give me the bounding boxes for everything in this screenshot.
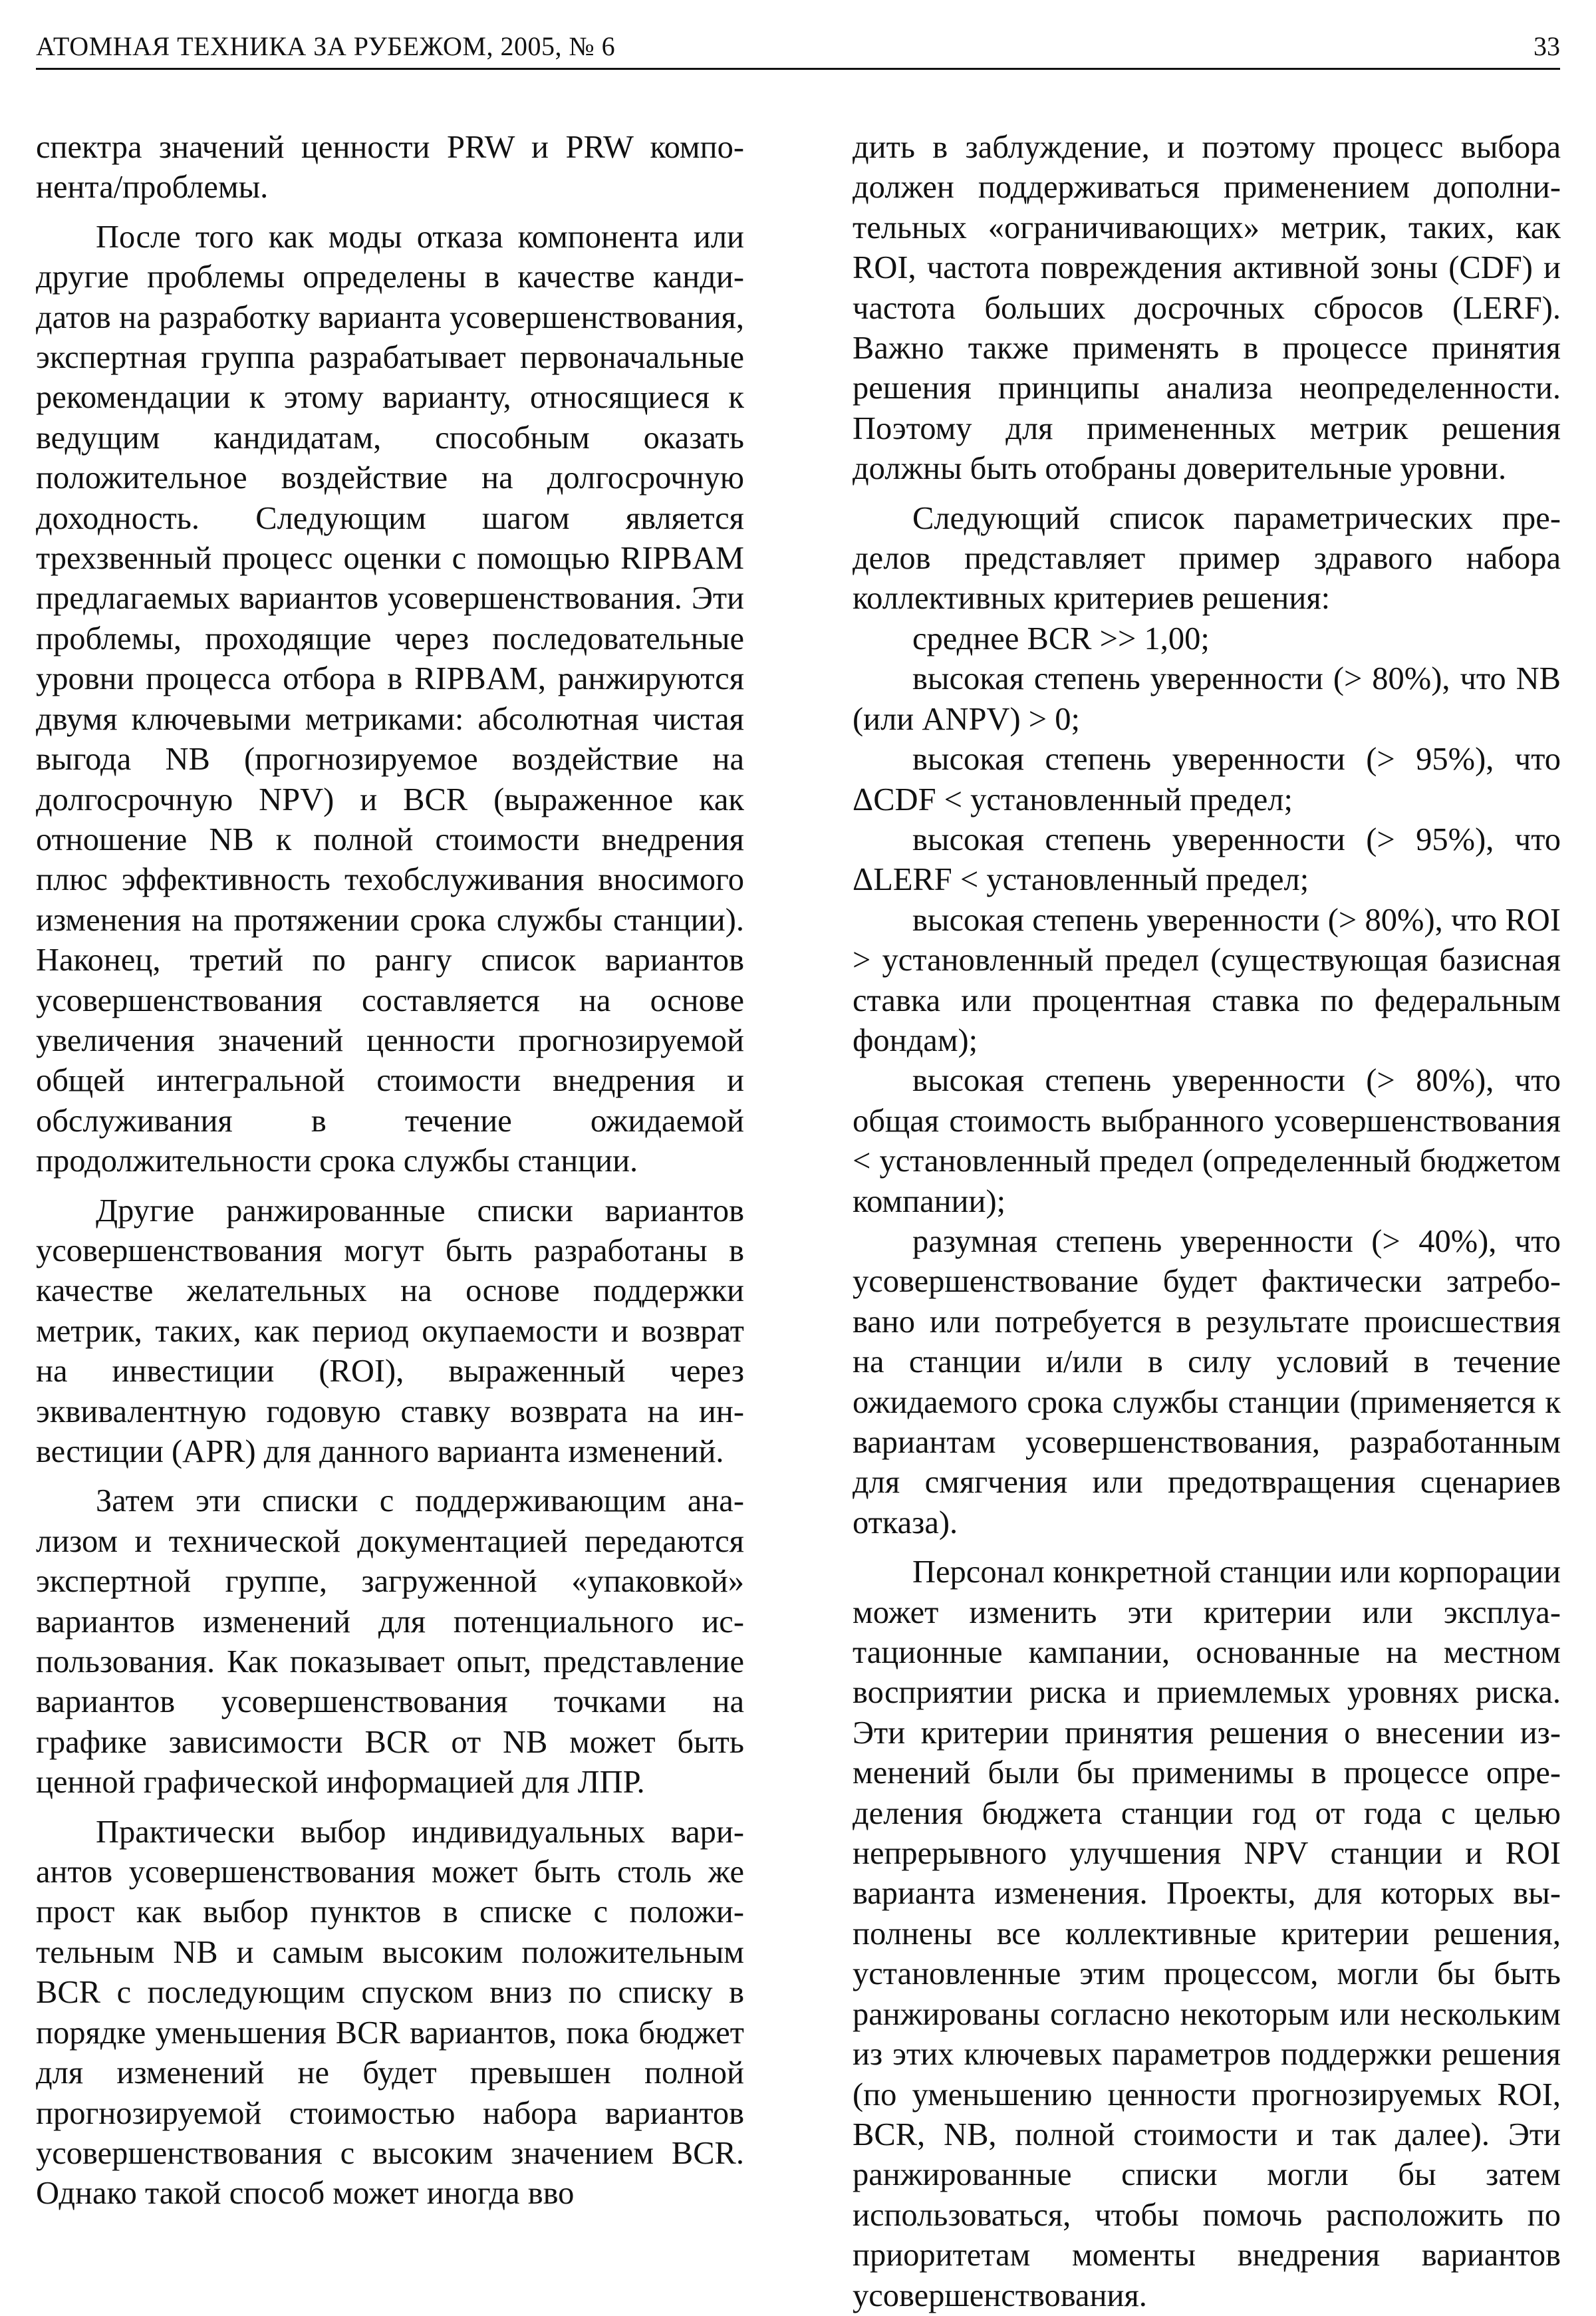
running-header bbox=[36, 24, 1560, 70]
criterion-item: высокая степень уверенности (> 80%), что NB (или ANPV) > 0; bbox=[853, 661, 1561, 737]
paragraph: Персонал конкретной станции или корпорации может изменить эти критерии или эксплуатационные кампании, основанные на местном восприятии риска и приемлемых уровнях риска. Эти критерии принятия решения о внесении изменений были бы применимы в процессе определения бюджета станции год от года с целью непрерывного улучшения NPV станции и ROI варианта изменения. Проекты, для которых выполнены все коллективные критерии решения, установленные этим процессом, могли бы быть ранжированы согласно некоторым или нескольким из этих ключевых параметров поддержки решения (по уменьшению ценности прогнозируемых ROI, BCR, NB, полной стоимости и так далее). Эти ранжированные списки могли бы затем использоваться, чтобы помочь расположить по приоритетам моменты внедрения вариантов усовершенствования. bbox=[853, 1554, 1561, 2313]
criterion-item: высокая степень уверенности (> 95%), что ΔLERF < установленный предел; bbox=[853, 821, 1561, 898]
criterion-item: высокая степень уверенности (> 80%), что ROI > установленный предел (существующая базисная ставка или процентная ставка по федеральным фондам); bbox=[853, 902, 1561, 1058]
right-column bbox=[853, 128, 1561, 2316]
criterion-item: высокая степень уверенности (> 95%), что ΔCDF < установленный предел; bbox=[853, 742, 1561, 817]
criterion-item: высокая степень уверенности (> 80%), что общая стоимость выбранного усовершенствования < установленный предел (определенный бюджетом компании); bbox=[853, 1063, 1561, 1219]
paragraph: После того как моды отказа компонента или другие проблемы определены в качестве кандидатов на разработку варианта усовершенствования, экспертная группа разрабатывает первоначальные рекомендации к этому варианту, относящиеся к ведущим кандидатам, способным оказать положительное воздействие на долгосрочную доходность. Следующим шагом является трехзвенный процесс оценки с помощью RIPBAM предлагаемых вариантов усовершенствования. Эти проблемы, проходящие через последовательные уровни процесса отбора в RIPBAM, ранжируются двумя ключевыми метриками: абсолютная чистая выгода NB (прогнозируемое воздействие на долгосрочную NPV) и BCR (выраженное как отношение NB к полной стоимости внедрения плюс эффективность техобслуживания вносимого изменения на протяжении срока службы станции). Наконец, третий по рангу список вариантов усовершенствования составляется на основе увеличения значений ценности прогнозируемой общей интегральной стоимости внедрения и обслуживания в течение ожидаемой продолжительности срока службы станции. bbox=[36, 219, 744, 1179]
journal-title: АТОМНАЯ ТЕХНИКА ЗА РУБЕЖОМ, 2005, № 6 bbox=[36, 31, 616, 61]
paragraph: Следующий список параметрических пределов представляет пример здравого набора коллективных критериев решения: bbox=[853, 500, 1561, 617]
criterion-item: среднее BCR >> 1,00; bbox=[912, 621, 1210, 656]
page-number: 33 bbox=[1533, 31, 1560, 61]
paragraph: Затем эти списки с поддерживающим анализом и технической документацией передаются экспертной группе, загруженной «упаковкой» вариантов изменений для потенциального использования. Как показывает опыт, представление вариантов усовершенствования точками на графике зависимости BCR от NB может быть ценной графической информацией для ЛПР. bbox=[36, 1483, 744, 1801]
paragraph: Другие ранжированные списки вариантов усовершенствования могут быть разработаны в качестве желательных на основе поддержки метрик, таких, как период окупаемости и возврат на инвестиции (ROI), выраженный через эквивалентную годовую ставку возврата на инвестиции (APR) для данного варианта изменений. bbox=[36, 1193, 744, 1469]
criterion-item: разумная степень уверенности (> 40%), что усовершенствование будет фактически затребовано или потребуется в результате происшествия на станции и/или в силу условий в течение ожидаемого срока службы станции (применяется к вариантам усовершенствования, разработанным для смягчения или предотвращения сценариев отказа). bbox=[853, 1223, 1561, 1540]
paragraph: спектра значений ценности PRW и PRW компонента/проблемы. bbox=[36, 130, 744, 206]
paragraph: Практически выбор индивидуальных вариантов усовершенствования может быть столь же прост как выбор пунктов в списке с положительным NB и самым высоким положительным BCR с последующим спуском вниз по списку в порядке уменьшения BCR вариантов, пока бюджет для изменений не будет превышен полной прогнозируемой стоимостью набора вариантов усовершенствования с высоким значением BCR. Однако такой способ может иногда вво bbox=[36, 1814, 744, 2212]
left-column bbox=[36, 128, 744, 2214]
paragraph: дить в заблуждение, и поэтому процесс выбора должен поддерживаться применением дополнительных «ограничивающих» метрик, таких, как ROI, частота повреждения активной зоны (CDF) и частота больших досрочных сбросов (LERF). Важно также применять в процессе принятия решения принципы анализа неопределенности. Поэтому для примененных метрик решения должны быть отобраны доверительные уровни. bbox=[853, 130, 1561, 487]
